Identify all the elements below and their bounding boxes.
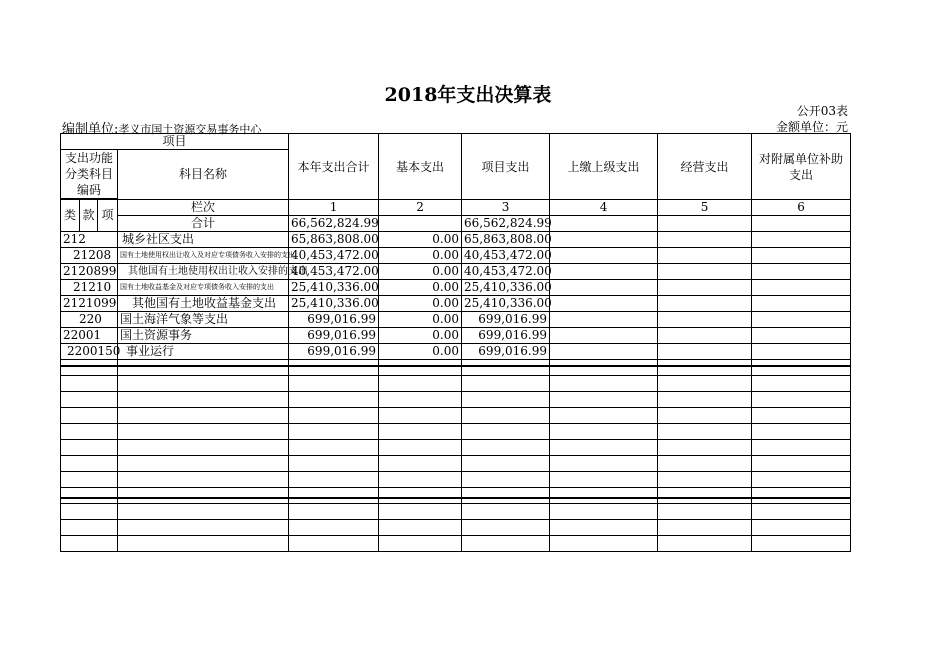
header-project-exp: 项目支出 bbox=[462, 134, 550, 200]
empty-row bbox=[61, 488, 851, 504]
col-num-4: 4 bbox=[550, 200, 658, 216]
table-row: 21208 国有土地使用权出让收入及对应专项债务收入安排的支出 40,453,472.00 0.00 40,453,472.00 bbox=[61, 248, 851, 264]
expense-table bbox=[60, 133, 851, 552]
table-row: 220 国土海洋气象等支出 699,016.99 0.00 699,016.99 bbox=[61, 312, 851, 328]
total-label: 合计 bbox=[118, 216, 289, 232]
header-project: 项目 bbox=[61, 134, 289, 150]
header-subsidy: 对附属单位补助支出 bbox=[752, 134, 851, 200]
header-basic: 基本支出 bbox=[379, 134, 462, 200]
empty-row bbox=[61, 536, 851, 552]
header-operating: 经营支出 bbox=[658, 134, 752, 200]
col-num-6: 6 bbox=[752, 200, 851, 216]
header-lei: 类 bbox=[61, 200, 80, 232]
table-row: 21210 国有土地收益基金及对应专项债务收入安排的支出 25,410,336.00 0.00 25,410,336.00 bbox=[61, 280, 851, 296]
table-row: 22001 国土资源事务 699,016.99 0.00 699,016.99 bbox=[61, 328, 851, 344]
org-label: 编制单位: bbox=[62, 122, 119, 137]
empty-row bbox=[61, 504, 851, 520]
header-lanci: 栏次 bbox=[118, 200, 289, 216]
table-row: 2120899 其他国有土地使用权出让收入安排的支出 40,453,472.00 0.00 40,453,472.00 bbox=[61, 264, 851, 280]
empty-row bbox=[61, 456, 851, 472]
col-num-2: 2 bbox=[379, 200, 462, 216]
empty-row bbox=[61, 440, 851, 456]
row-divider bbox=[60, 497, 850, 499]
header-subject-name: 科目名称 bbox=[118, 150, 289, 200]
total-amount: 66,562,824.99 bbox=[289, 216, 379, 232]
header-func-code: 支出功能分类科目编码 bbox=[61, 150, 118, 199]
header-upper: 上缴上级支出 bbox=[550, 134, 658, 200]
empty-row bbox=[61, 360, 851, 376]
empty-row bbox=[61, 424, 851, 440]
report-title: 2018年支出决算表 bbox=[384, 84, 552, 106]
form-code: 公开03表 bbox=[796, 104, 848, 118]
header-xiang: 项 bbox=[98, 200, 118, 232]
col-num-5: 5 bbox=[658, 200, 752, 216]
empty-row bbox=[61, 392, 851, 408]
header-total: 本年支出合计 bbox=[289, 134, 379, 200]
table-row: 2200150 事业运行 699,016.99 0.00 699,016.99 bbox=[61, 344, 851, 360]
total-project-amount: 66,562,824.99 bbox=[462, 216, 550, 232]
amount-unit: 金额单位：元 bbox=[775, 120, 848, 134]
empty-row bbox=[61, 520, 851, 536]
empty-row bbox=[61, 408, 851, 424]
col-num-3: 3 bbox=[462, 200, 550, 216]
col-num-1: 1 bbox=[289, 200, 379, 216]
org-name: 孝义市国土资源交易事务中心 bbox=[118, 123, 262, 136]
empty-row bbox=[61, 472, 851, 488]
table-row: 212 城乡社区支出 65,863,808.00 0.00 65,863,808.00 bbox=[61, 232, 851, 248]
header-kuan: 款 bbox=[80, 200, 98, 232]
empty-row bbox=[61, 376, 851, 392]
row-divider bbox=[60, 365, 850, 367]
table-row: 2121099 其他国有土地收益基金支出 25,410,336.00 0.00 25,410,336.00 bbox=[61, 296, 851, 312]
